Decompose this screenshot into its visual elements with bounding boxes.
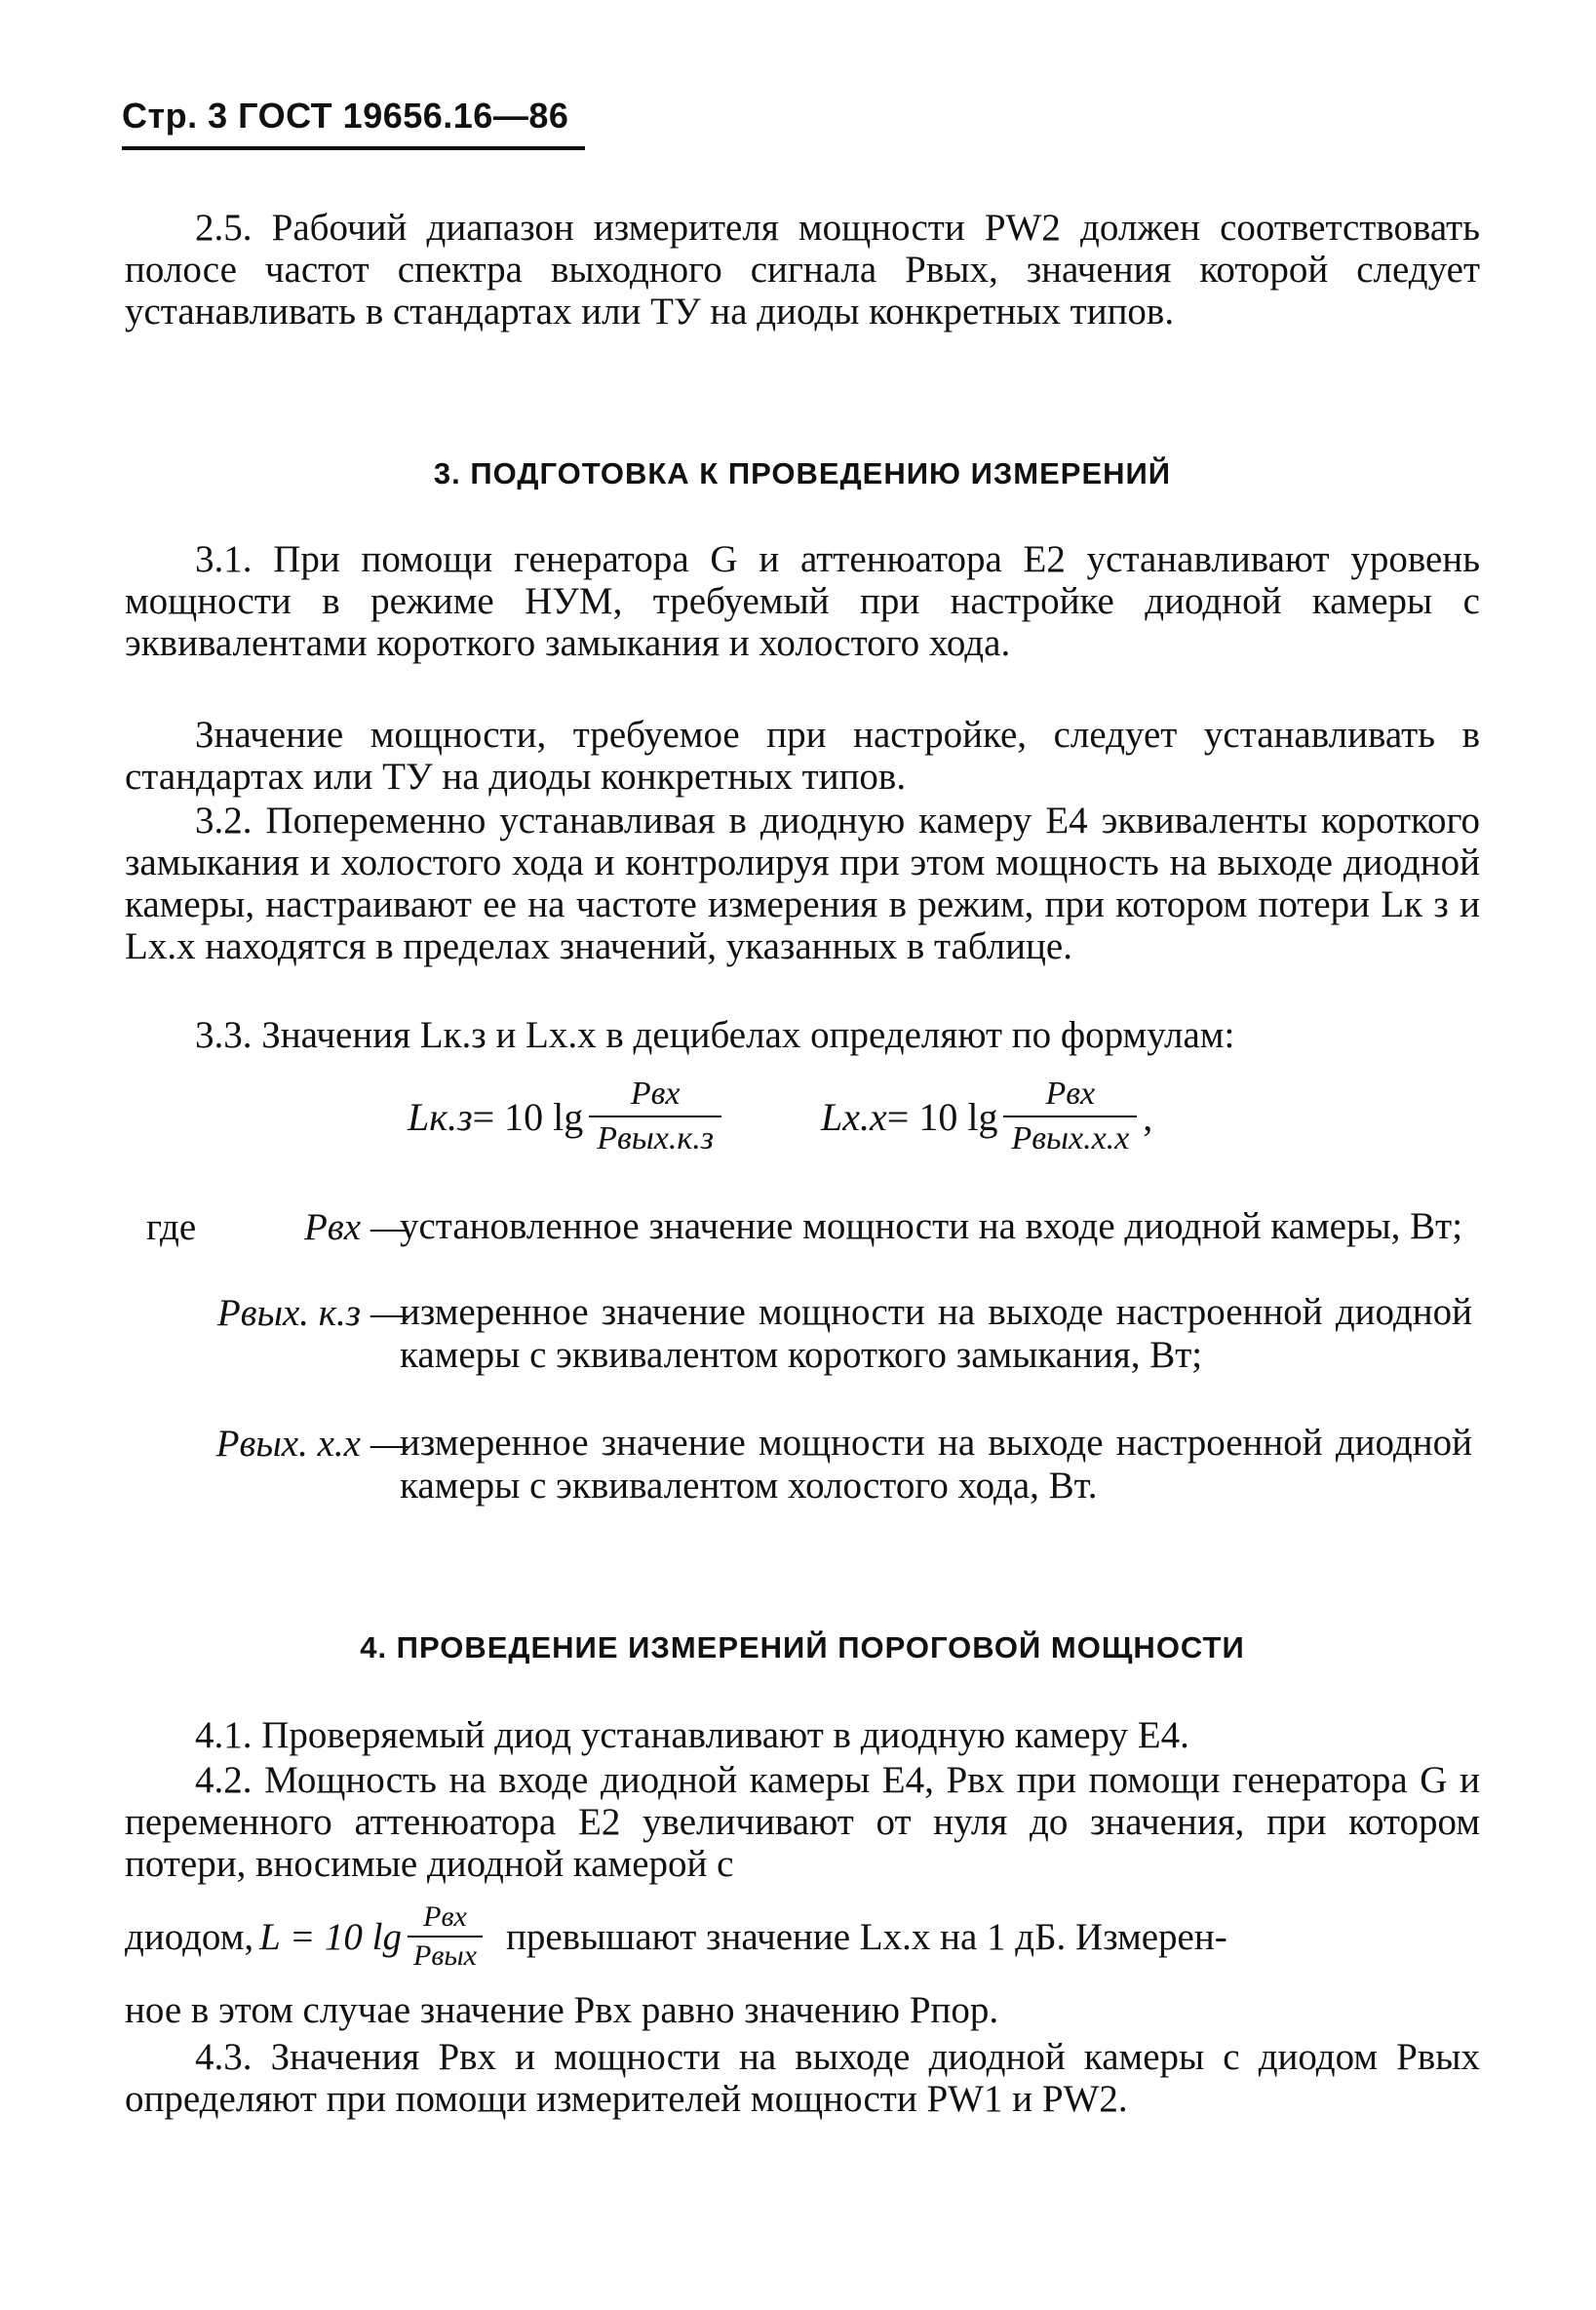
- formula-line-denominator: Pвых: [413, 1939, 477, 1972]
- formula-left-fraction: [589, 1073, 721, 1160]
- formula-left-denominator: Pвых.к.з: [597, 1120, 715, 1156]
- formula-block: [0, 1053, 1596, 1180]
- legend-where: где: [146, 1206, 197, 1248]
- formula-right-denominator: Pвых.x.x: [1011, 1120, 1130, 1156]
- formula-right-eq: = 10 lg: [886, 1094, 998, 1139]
- paragraph-3-1b: Значение мощности, требуемое при настройке, следует устанавливать в стандартах или ТУ на диоды конкретных типов.: [125, 714, 1480, 798]
- formula-right-numerator: Pвх: [1045, 1076, 1096, 1112]
- formula-line-numerator: Pвх: [423, 1900, 467, 1933]
- legend-text: измеренное значение мощности на выходе настроенной диодной камеры с эквивалентом короткого замыкания, Вт;: [400, 1291, 1472, 1376]
- formula-right-fraction: [1003, 1073, 1137, 1160]
- section-3-heading: 3. ПОДГОТОВКА К ПРОВЕДЕНИЮ ИЗМЕРЕНИЙ: [433, 456, 1172, 490]
- paragraph-4-3: 4.3. Значения Pвх и мощности на выходе диодной камеры с диодом Pвых определяют при помощи измерителей мощности PW1 и PW2.: [125, 2036, 1480, 2120]
- section-4-heading: 4. ПРОВЕДЕНИЕ ИЗМЕРЕНИЙ ПОРОГОВОЙ МОЩНОСТИ: [360, 1630, 1245, 1664]
- legend-symbol: Pвых. x.x: [215, 1423, 361, 1465]
- legend-symbol: Pвых. к.з: [216, 1292, 361, 1334]
- formula-line-lead: диодом,: [125, 1915, 254, 1958]
- paragraph-2-5: 2.5. Рабочий диапазон измерителя мощности PW2 должен соответствовать полосе частот спектра выходного сигнала Pвых, значения которой следует устанавливать в стандартах или ТУ на диоды конкретных типов.: [125, 207, 1480, 333]
- legend-text: установленное значение мощности на входе диодной камеры, Вт;: [400, 1205, 1463, 1247]
- paragraph-3-3: 3.3. Значения Lк.з и Lx.x в децибелах определяют по формулам:: [195, 1014, 1235, 1056]
- paragraph-3-2: 3.2. Попеременно устанавливая в диодную камеру E4 эквиваленты короткого замыкания и холостого хода и контролируя при этом мощность на выходе диодной камеры, настраивают ее на частоте измерения в режим, при котором потери Lк з и Lx.x находятся в пределах значений, указанных в таблице.: [125, 800, 1480, 967]
- formula-line-lhs: L = 10 lg: [259, 1915, 403, 1958]
- legend-text: измеренное значение мощности на выходе настроенной диодной камеры с эквивалентом холостого хода, Вт.: [400, 1422, 1472, 1507]
- legend-dash: —: [370, 1292, 409, 1334]
- formula-left-eq: = 10 lg: [472, 1094, 584, 1139]
- formula-left-lhs: Lк.з: [408, 1094, 473, 1139]
- formula-left-numerator: Pвх: [630, 1076, 681, 1112]
- paragraph-4-2-end: ное в этом случае значение Pвх равно значению Pпор.: [125, 1989, 999, 2031]
- paragraph-4-2-formula-line: [125, 1890, 1480, 1983]
- paragraph-4-2: 4.2. Мощность на входе диодной камеры E4, Pвх при помощи генератора G и переменного аттенюатора E2 увеличивают от нуля до значения, при котором потери, вносимые диодной камерой с: [125, 1759, 1480, 1885]
- paragraph-4-1: 4.1. Проверяемый диод устанавливают в диодную камеру E4.: [195, 1714, 1189, 1756]
- legend-symbol: Pвх: [303, 1206, 361, 1248]
- formula-left: [408, 1053, 727, 1180]
- legend-dash: —: [370, 1423, 409, 1465]
- page-header: Стр. 3 ГОСТ 19656.16—86: [122, 96, 569, 136]
- formula-line-tail: превышают значение Lx.x на 1 дБ. Измерен-: [506, 1915, 1227, 1958]
- paragraph-3-1: 3.1. При помощи генератора G и аттенюатора E2 устанавливают уровень мощности в режиме НУМ, требуемый при настройке диодной камеры с эквивалентами короткого замыкания и холостого хода.: [125, 538, 1480, 664]
- formula-right: [821, 1053, 1152, 1180]
- formula-trailing-comma: ,: [1143, 1094, 1153, 1139]
- formula-right-lhs: Lx.x: [821, 1094, 887, 1139]
- legend-dash: —: [370, 1206, 409, 1248]
- header-rule: [122, 146, 585, 150]
- formula-line-fraction: [408, 1899, 483, 1975]
